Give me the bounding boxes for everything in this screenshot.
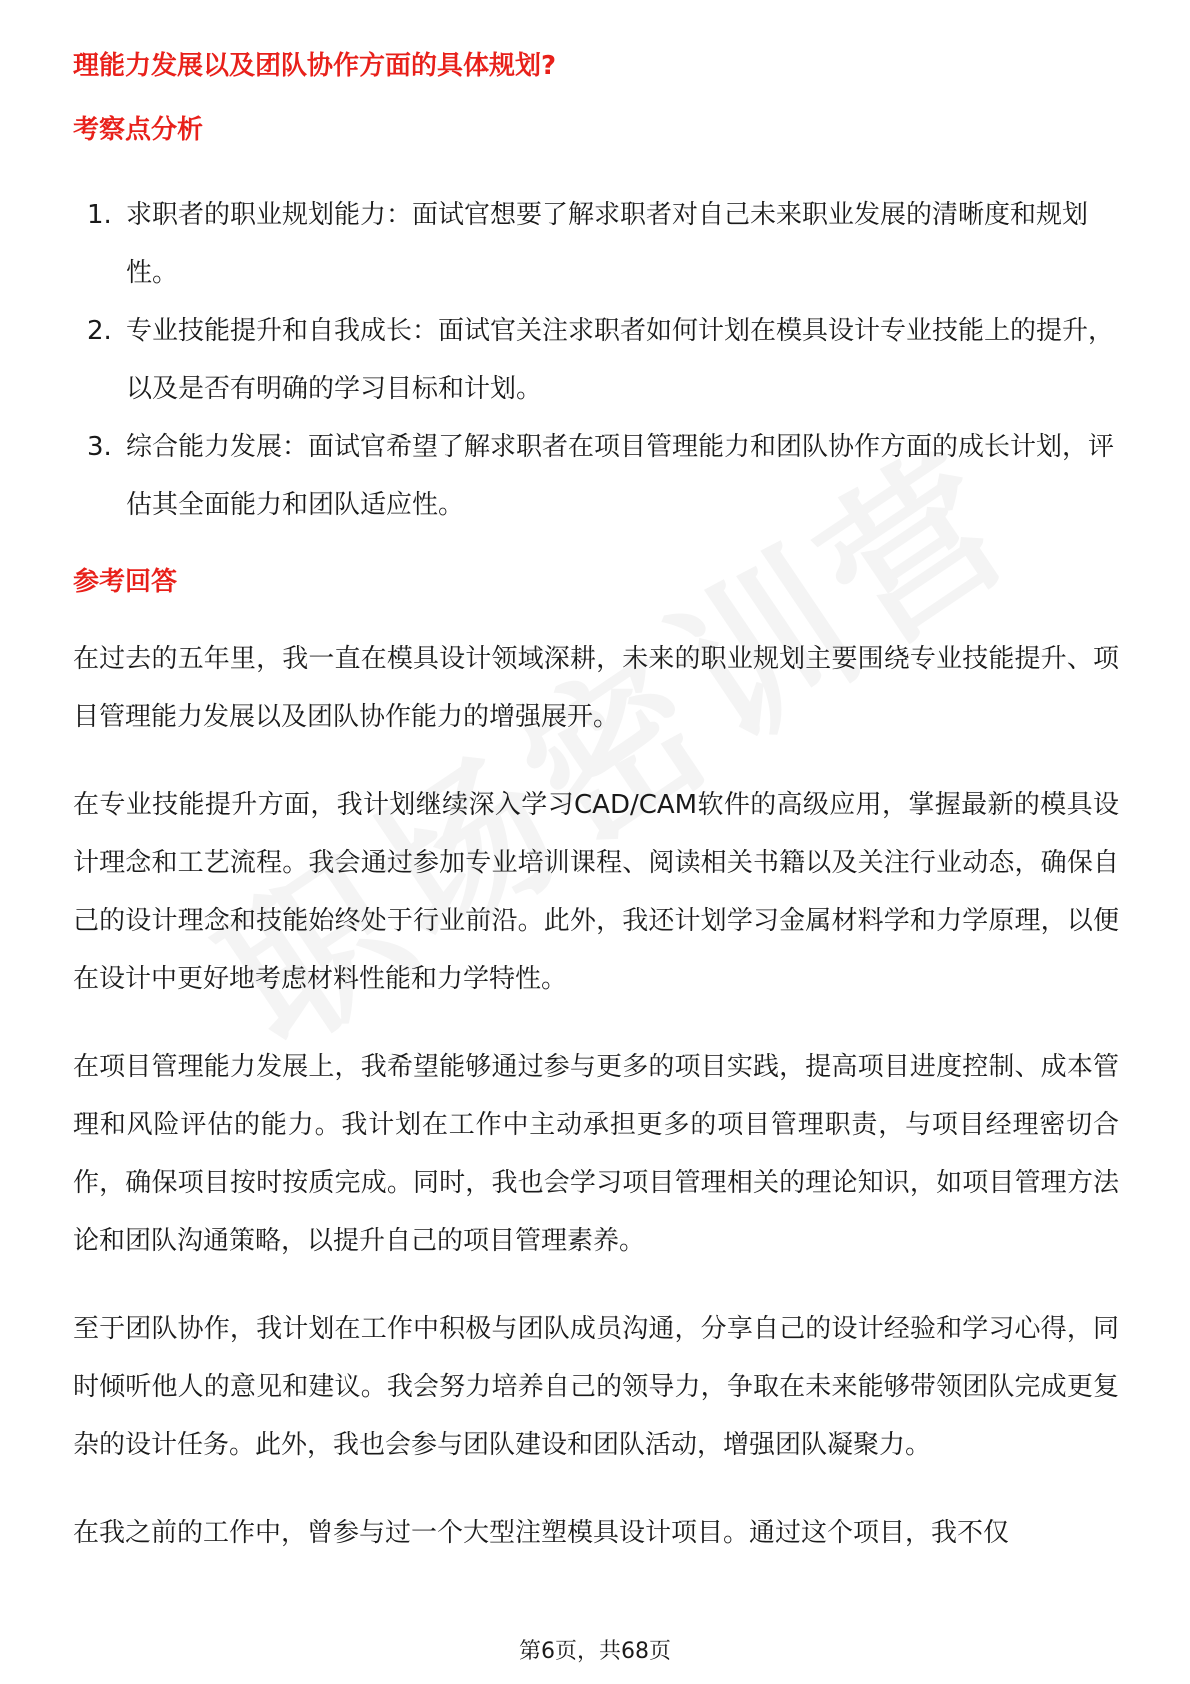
- document-content: [73, 48, 1119, 1592]
- analysis-list: [73, 186, 1119, 534]
- answer-paragraph: 至于团队协作，我计划在工作中积极与团队成员沟通，分享自己的设计经验和学习心得，同时倾听他人的意见和建议。我会努力培养自己的领导力，争取在未来能够带领团队完成更复杂的设计任务。此外，我也会参与团队建设和团队活动，增强团队凝聚力。: [73, 1314, 1119, 1460]
- list-item-text: 综合能力发展：面试官希望了解求职者在项目管理能力和团队协作方面的成长计划，评估其全面能力和团队适应性。: [126, 432, 1115, 520]
- list-number: 2.: [87, 316, 112, 346]
- answer-heading: 参考回答: [73, 567, 178, 597]
- list-item-text: 求职者的职业规划能力：面试官想要了解求职者对自己未来职业发展的清晰度和规划性。: [126, 200, 1089, 288]
- list-number: 3.: [87, 432, 112, 462]
- answer-paragraph: 在过去的五年里，我一直在模具设计领域深耕，未来的职业规划主要围绕专业技能提升、项目管理能力发展以及团队协作能力的增强展开。: [73, 644, 1119, 732]
- answer-paragraph: 在项目管理能力发展上，我希望能够通过参与更多的项目实践，提高项目进度控制、成本管理和风险评估的能力。我计划在工作中主动承担更多的项目管理职责，与项目经理密切合作，确保项目按时按质完成。同时，我也会学习项目管理相关的理论知识，如项目管理方法论和团队沟通策略，以提升自己的项目管理素养。: [73, 1052, 1119, 1256]
- answer-paragraph: 在专业技能提升方面，我计划继续深入学习CAD/CAM软件的高级应用，掌握最新的模具设计理念和工艺流程。我会通过参加专业培训课程、阅读相关书籍以及关注行业动态，确保自己的设计理念和技能始终处于行业前沿。此外，我还计划学习金属材料学和力学原理，以便在设计中更好地考虑材料性能和力学特性。: [73, 790, 1119, 994]
- question-heading: 理能力发展以及团队协作方面的具体规划?: [73, 51, 557, 81]
- list-item: [73, 418, 1119, 534]
- list-item-text: 专业技能提升和自我成长：面试官关注求职者如何计划在模具设计专业技能上的提升，以及是否有明确的学习目标和计划。: [126, 316, 1115, 404]
- list-item: [73, 302, 1119, 418]
- list-item: [73, 186, 1119, 302]
- list-number: 1.: [87, 200, 112, 230]
- answer-paragraph: 在我之前的工作中，曾参与过一个大型注塑模具设计项目。通过这个项目，我不仅: [73, 1518, 1010, 1548]
- analysis-heading: 考察点分析: [73, 115, 204, 145]
- page-number: 第6页，共68页: [519, 1639, 671, 1664]
